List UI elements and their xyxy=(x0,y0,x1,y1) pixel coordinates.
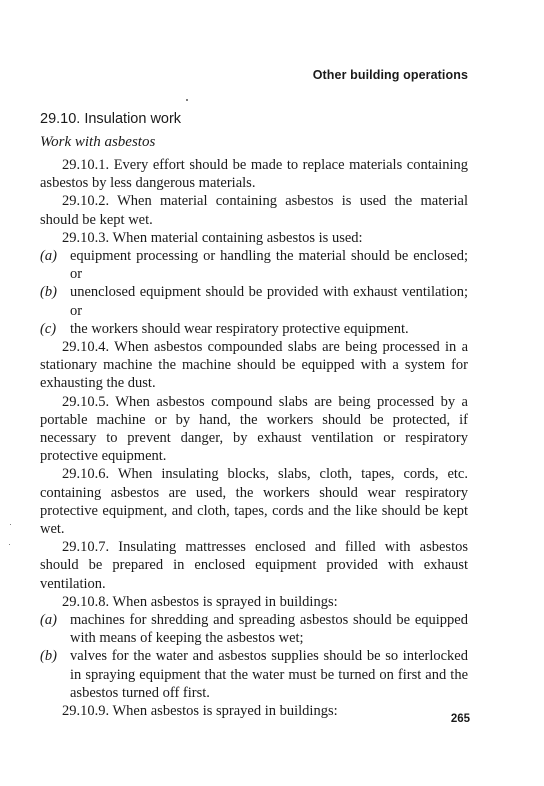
list-item-text: unenclosed equipment should be provided with exhaust ventilation; or xyxy=(70,284,468,319)
list-item-text: machines for shredding and spreading asbestos should be equipped with means of keeping the asbestos wet; xyxy=(70,612,468,647)
list-item xyxy=(40,647,468,702)
list-item xyxy=(40,247,468,283)
running-head: Other building operations xyxy=(312,68,468,82)
paragraph-29-10-2: 29.10.2. When material containing asbestos is used the material should be kept wet. xyxy=(40,193,468,228)
paragraph-29-10-1: 29.10.1. Every effort should be made to replace materials containing asbestos by less dangerous materials. xyxy=(40,157,468,192)
list-item xyxy=(40,611,468,647)
list-item-marker: (b) xyxy=(40,648,57,665)
paragraph-29-10-8: 29.10.8. When asbestos is sprayed in buildings: xyxy=(62,593,338,610)
list-item xyxy=(40,283,468,319)
list-item-text: valves for the water and asbestos supplies should be so interlocked in spraying equipment that the water must be turned on first and the asbestos turned off first. xyxy=(70,648,468,701)
print-speck xyxy=(9,544,10,545)
paragraph-29-10-5: 29.10.5. When asbestos compound slabs are being processed by a portable machine or by hand, the workers should be protected, if necessary to prevent danger, by exhaust ventilation or respiratory protective equipment. xyxy=(40,393,468,465)
list-item-marker: (b) xyxy=(40,284,57,301)
print-speck xyxy=(186,99,188,101)
subheading: Work with asbestos xyxy=(40,134,156,150)
page-number: 265 xyxy=(450,713,470,725)
body-text xyxy=(40,156,468,720)
print-speck xyxy=(10,524,11,525)
paragraph-29-10-7: 29.10.7. Insulating mattresses enclosed and filled with asbestos should be prepared in enclosed equipment provided with exhaust ventilation. xyxy=(40,539,468,592)
paragraph-29-10-9: 29.10.9. When asbestos is sprayed in buildings: xyxy=(62,703,338,720)
paragraph-29-10-4: 29.10.4. When asbestos compounded slabs are being processed in a stationary machine the machine should be equipped with a system for exhausting the dust. xyxy=(40,339,468,392)
paragraph-29-10-6: 29.10.6. When insulating blocks, slabs, cloth, tapes, cords, etc. containing asbestos are used, the workers should wear respiratory protective equipment, and cloth, tapes, cords and the like should be kept wet. xyxy=(40,466,468,538)
list-item-text: the workers should wear respiratory protective equipment. xyxy=(70,320,409,337)
list-item xyxy=(40,320,468,338)
section-heading: 29.10. Insulation work xyxy=(40,111,182,127)
list-item-marker: (a) xyxy=(40,248,57,265)
paragraph-29-10-3: 29.10.3. When material containing asbestos is used: xyxy=(62,229,363,246)
list-item-text: equipment processing or handling the material should be enclosed; or xyxy=(70,248,468,283)
list-item-marker: (a) xyxy=(40,612,57,629)
list-item-marker: (c) xyxy=(40,320,57,337)
